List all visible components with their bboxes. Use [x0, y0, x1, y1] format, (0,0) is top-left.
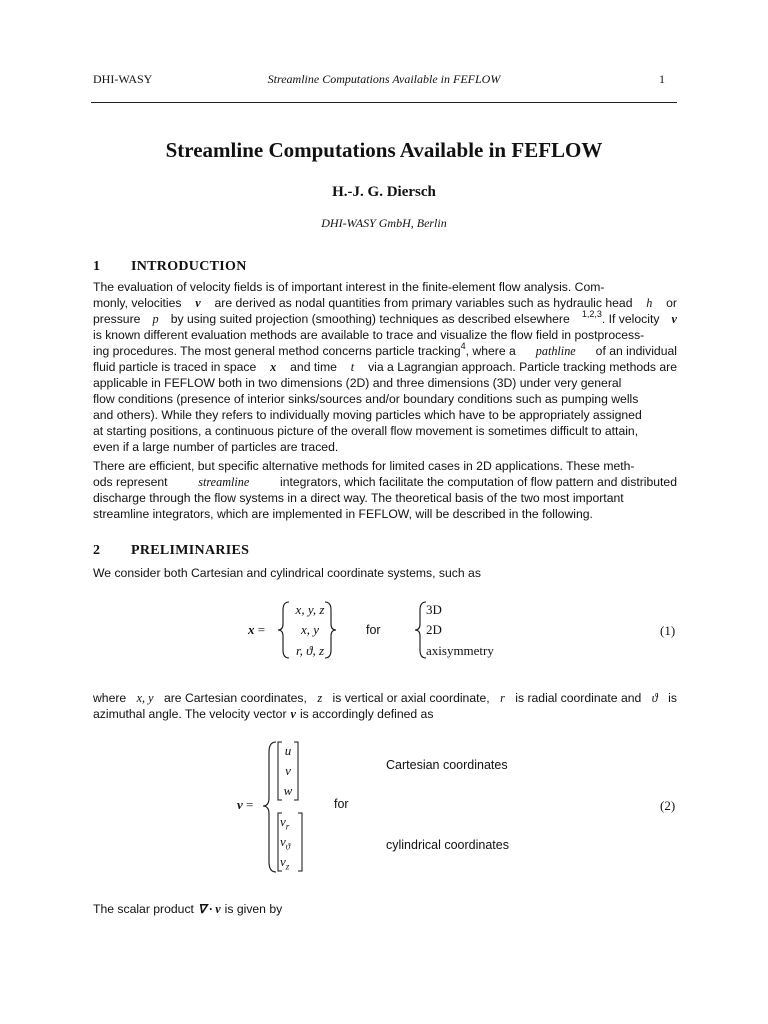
eq1-label: (1) — [660, 623, 676, 638]
paragraph-coordinate-description — [93, 690, 677, 722]
text-line: where x, y are Cartesian coordinates, z is vertical or axial coordinate, r is radial coordinate and ϑ is — [93, 691, 677, 705]
eq1-case-3d: 3D — [426, 602, 442, 617]
eq1-for: for — [366, 623, 381, 637]
eq2-v-r: $v_r$ — [280, 814, 290, 832]
eq2-v-theta: $v_ϑ$ — [280, 834, 291, 852]
eq1-case-axisymmetry: axisymmetry — [426, 643, 494, 658]
eq1-case-2d: 2D — [426, 622, 442, 637]
eq2-cartesian-label: Cartesian coordinates — [386, 758, 508, 772]
citation: 1,2,3 — [581, 309, 602, 319]
text-line: The scalar product ∇ · v is given by — [93, 902, 283, 916]
section-number: 1 — [93, 259, 101, 274]
text-line: monly, velocities v are derived as nodal quantities from primary variables such as hydraulic head h or — [93, 296, 677, 310]
running-header-title: Streamline Computations Available in FEFLOW — [267, 72, 501, 86]
text-line: and others). While they refers to individually moving particles which have to be appropriately assigned — [93, 408, 642, 422]
paper-title: Streamline Computations Available in FEFLOW — [165, 138, 603, 162]
eq2-u: u — [284, 743, 292, 758]
paragraph-scalar-product — [93, 901, 677, 917]
text-line: applicable in FEFLOW both in two dimensions (2D) and three dimensions (3D) under very general — [93, 376, 622, 390]
text-line: fluid particle is traced in space x and time t via a Lagrangian approach. Particle tracking methods are — [93, 360, 677, 374]
text-line: discharge through the flow systems in a direct way. The theoretical basis of the two most important — [93, 491, 624, 505]
text-line: flow conditions (presence of interior sinks/sources and/or boundary conditions such as pumping wells — [93, 392, 639, 406]
eq1-row-3d: x, y, z — [295, 602, 325, 617]
eq1-row-2d: x, y — [300, 622, 320, 637]
eq1-right-brace — [323, 600, 337, 660]
affiliation: DHI-WASY GmbH, Berlin — [321, 216, 447, 230]
text-line: at starting positions, a continuous picture of the overall flow movement is sometimes difficult to attain, — [93, 424, 639, 438]
section-title: PRELIMINARIES — [131, 543, 250, 558]
section-title: INTRODUCTION — [131, 259, 247, 274]
page-number: 1 — [659, 72, 665, 86]
eq2-cylindrical-label: cylindrical coordinates — [386, 838, 509, 852]
eq2-v: v — [285, 763, 291, 778]
text-line: ods represent streamline integrators, which facilitate the computation of flow pattern and distributed — [93, 475, 677, 489]
paragraph-introduction — [93, 279, 677, 455]
section-number: 2 — [93, 543, 101, 558]
eq2-w: w — [283, 783, 293, 798]
paragraph-streamline-methods — [93, 458, 677, 522]
text-line: is known different evaluation methods are available to trace and visualize the flow field in postprocess- — [93, 328, 645, 342]
eq2-label: (2) — [660, 798, 676, 813]
text-line: pressure p by using suited projection (smoothing) techniques as described elsewhere $^{1,2,3}$. If velocity v — [93, 309, 677, 326]
header-rule — [91, 102, 677, 103]
text-line: There are efficient, but specific alternative methods for limited cases in 2D applications. These meth- — [93, 459, 635, 473]
eq2-for: for — [334, 797, 349, 811]
eq2-brace — [262, 740, 278, 874]
text-line: streamline integrators, which are implemented in FEFLOW, will be described in the following. — [93, 507, 593, 521]
section-heading-introduction — [93, 259, 247, 275]
running-header-left: DHI-WASY — [93, 72, 153, 86]
citation: 4 — [460, 341, 466, 351]
author: H.-J. G. Diersch — [332, 184, 436, 200]
text-line: even if a large number of particles are traced. — [93, 440, 339, 454]
text-line: azimuthal angle. The velocity vector v is accordingly defined as — [93, 707, 434, 721]
eq1-row-axisymmetry: r, ϑ, z — [295, 643, 325, 658]
text-line: We consider both Cartesian and cylindrical coordinate systems, such as — [93, 566, 481, 580]
text-line: The evaluation of velocity fields is of important interest in the finite-element flow analysis. Com- — [93, 280, 605, 294]
eq1-lhs: x = — [248, 622, 266, 637]
eq2-v-z: $v_z$ — [280, 854, 290, 872]
eq2-lhs: v = — [237, 797, 254, 812]
text-line: ing procedures. The most general method concerns particle tracking$^4$, where a pathline of an individual — [93, 341, 677, 358]
paragraph-coordinates — [93, 565, 677, 581]
section-heading-preliminaries — [93, 543, 249, 559]
